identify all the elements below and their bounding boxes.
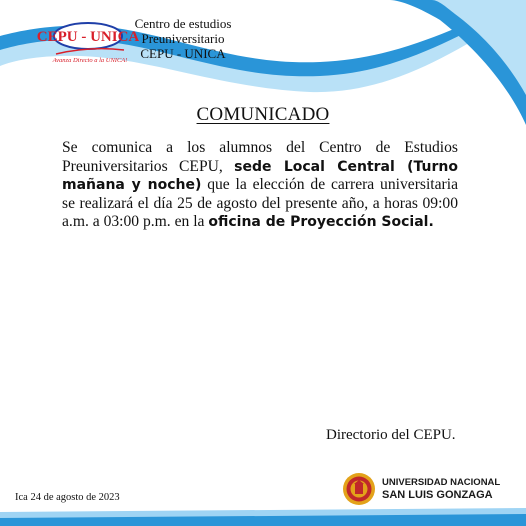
signature: Directorio del CEPU. xyxy=(326,427,456,443)
header-line-2: Preuniversitario xyxy=(141,31,225,46)
body-text-2: que la elección de carrera universitaria se realizará el día 25 de agosto del presente año, a horas 09:00 a.m. a 03:00 p.m. en la xyxy=(62,176,458,231)
body-bold-2: oficina de Proyección Social. xyxy=(208,214,434,231)
university-name-line-2: SAN LUIS GONZAGA xyxy=(382,489,493,501)
page-title xyxy=(0,104,526,126)
header-institution xyxy=(128,16,238,61)
logo-slogan: Avanza Directo a la UNICA! xyxy=(52,57,128,64)
university-seal-icon xyxy=(342,472,376,506)
university-block xyxy=(342,471,500,507)
body-bold-1: sede Local Central (Turno mañana y noche) xyxy=(62,158,458,194)
cepu-unica-logo xyxy=(36,18,140,74)
header-line-1: Centro de estudios xyxy=(134,16,232,31)
logo-text: CEPU - UNICA xyxy=(36,29,140,45)
university-name-line-1: UNIVERSIDAD NACIONAL xyxy=(382,477,501,488)
header-line-3: CEPU - UNICA xyxy=(140,46,226,61)
announcement-body xyxy=(62,139,458,232)
title-text: COMUNICADO xyxy=(196,104,330,125)
body-text-1: Se comunica a los alumnos del Centro de Estudios Preuniversitarios CEPU, xyxy=(62,139,458,175)
footer-date: Ica 24 de agosto de 2023 xyxy=(15,492,120,503)
